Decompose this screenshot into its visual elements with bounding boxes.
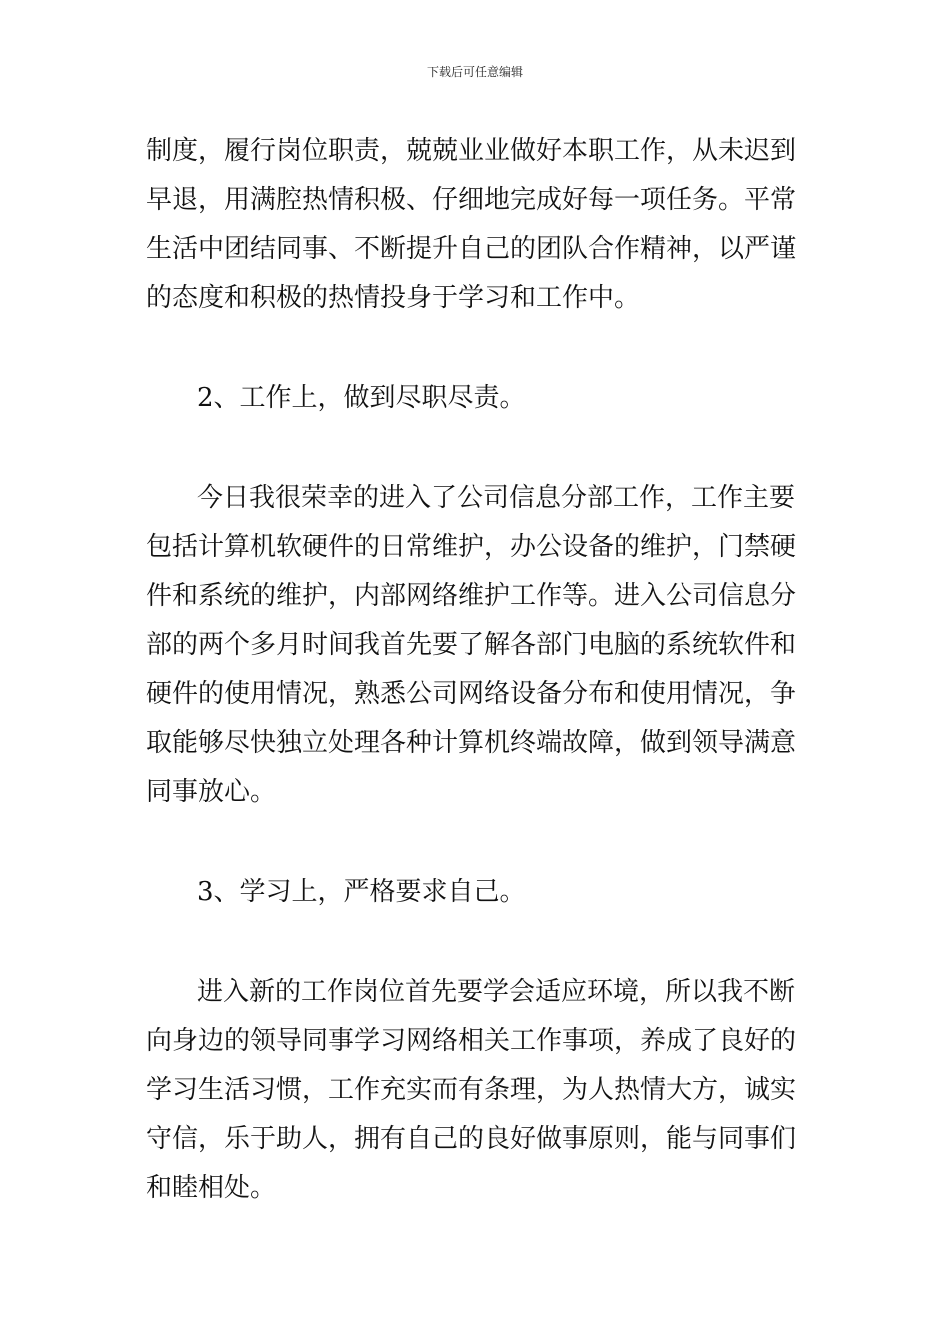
paragraph-3-line-7: 同事放心。	[146, 777, 277, 807]
paragraph-3-line-3: 件和系统的维护，内部网络维护工作等。进入公司信息分	[146, 581, 797, 611]
paragraph-5-line-4: 守信，乐于助人，拥有自己的良好做事原则，能与同事们	[146, 1124, 797, 1154]
paragraph-1-line-4: 的态度和积极的热情投身于学习和工作中。	[146, 283, 641, 313]
paragraph-3-line-4: 部的两个多月时间我首先要了解各部门电脑的系统软件和	[146, 630, 797, 660]
paragraph-5-line-3: 学习生活习惯，工作充实而有条理，为人热情大方，诚实	[146, 1075, 797, 1105]
paragraph-5-line-2: 向身边的领导同事学习网络相关工作事项，养成了良好的	[146, 1026, 797, 1056]
paragraph-5-line-5: 和睦相处。	[146, 1173, 277, 1203]
section-heading-3: 3、学习上，严格要求自己。	[197, 877, 526, 907]
paragraph-3-line-6: 取能够尽快独立处理各种计算机终端故障，做到领导满意	[146, 728, 797, 758]
paragraph-3-line-1: 今日我很荣幸的进入了公司信息分部工作，工作主要	[197, 483, 796, 513]
paragraph-3-line-5: 硬件的使用情况，熟悉公司网络设备分布和使用情况，争	[146, 679, 797, 709]
header-note: 下载后可任意编辑	[426, 65, 523, 79]
paragraph-1-line-2: 早退，用满腔热情积极、仔细地完成好每一项任务。平常	[146, 185, 797, 215]
paragraph-3-line-2: 包括计算机软硬件的日常维护，办公设备的维护，门禁硬	[146, 532, 797, 562]
section-heading-2: 2、工作上，做到尽职尽责。	[197, 383, 526, 413]
paragraph-1-line-1: 制度，履行岗位职责，兢兢业业做好本职工作，从未迟到	[146, 136, 797, 166]
paragraph-1-line-3: 生活中团结同事、不断提升自己的团队合作精神，以严谨	[146, 234, 797, 264]
paragraph-5-line-1: 进入新的工作岗位首先要学会适应环境，所以我不断	[197, 977, 796, 1007]
